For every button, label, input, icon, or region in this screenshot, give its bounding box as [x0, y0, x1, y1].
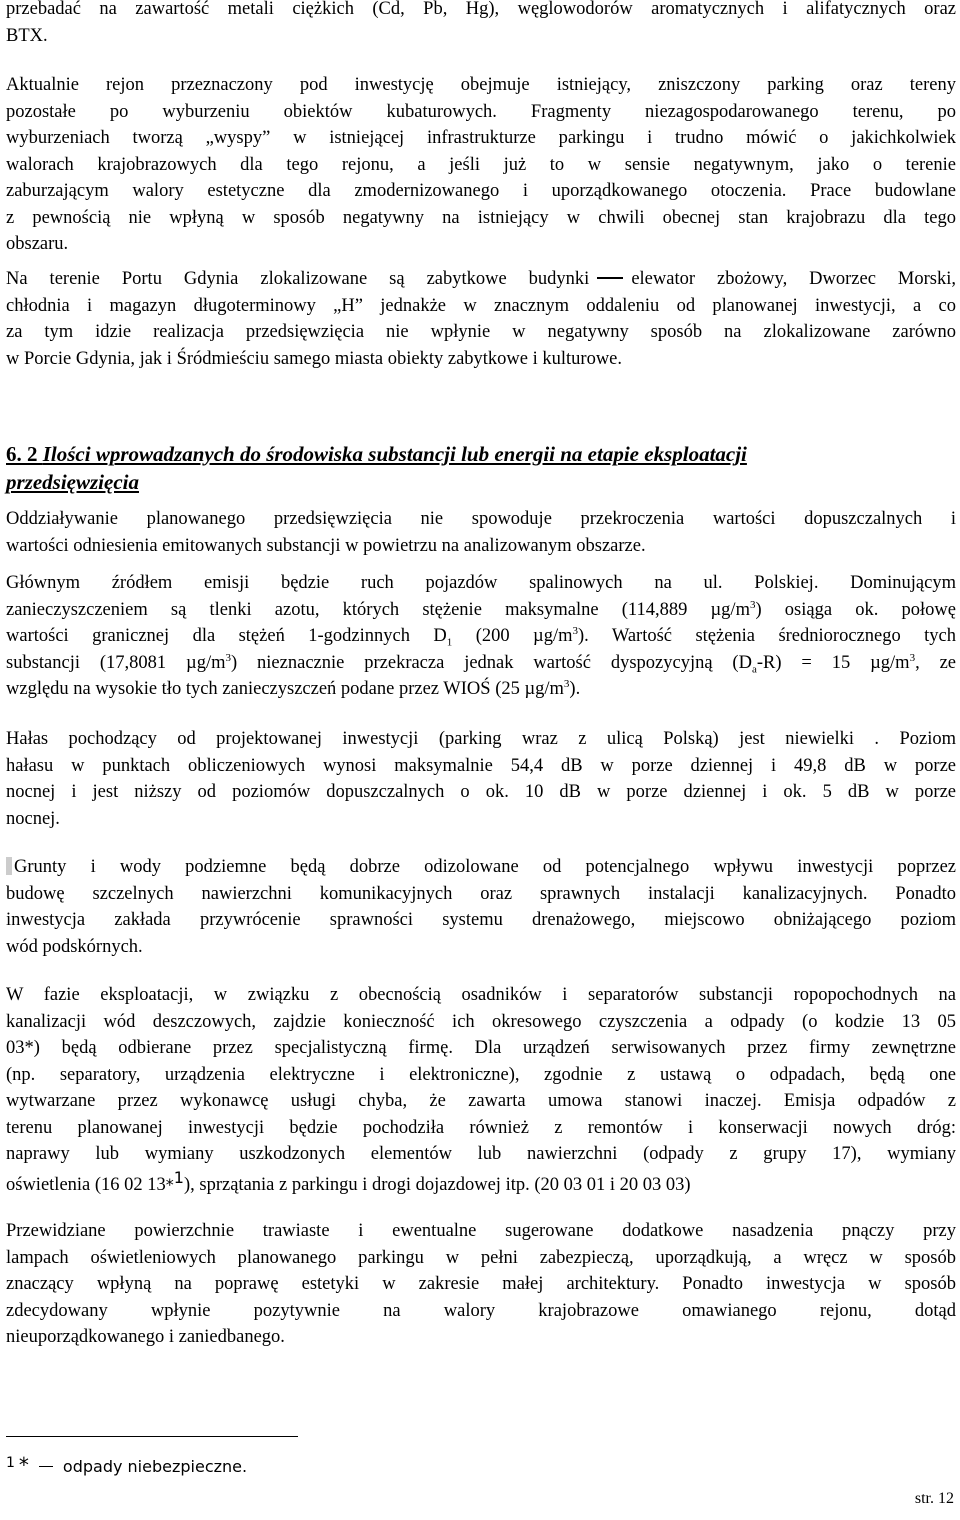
text-line: 03*) będą odbierane przez specjalistyczną firmę. Dla urządzeń serwisowanych przez firmy zewnętrzne [6, 1038, 956, 1058]
text-line: Oddziaływanie planowanego przedsięwzięcia nie spowoduje przekroczenia wartości dopuszczalnych i [6, 509, 956, 529]
text-line: kanalizacji wód deszczowych, zajdzie konieczność ich okresowego czyszczenia a odpady (o kodzie 13 05 [6, 1011, 956, 1032]
text-line: (np. separatory, urządzenia elektryczne i elektroniczne), zgodnie z ustawą o odpadach, będą one [6, 1064, 956, 1085]
footnote-dash [39, 1466, 53, 1467]
dash-separator [597, 277, 623, 279]
text-line: Na terenie Portu Gdynia zlokalizowane są zabytkowe budynki elewator zbożowy, Dworzec Morski, [6, 269, 956, 289]
footnote-divider [6, 1436, 298, 1437]
page-number: str. 12 [914, 1490, 954, 1507]
text-line: oświetlenia (16 02 13*$^1$), sprzątania z parkingu i drogi dojazdowej itp. (20 03 01 i 20 03 03) [6, 1167, 691, 1195]
paragraph-emissions [6, 570, 956, 703]
text-line: za tym idzie realizacja przedsięwzięcia nie wpłynie w negatywny sposób na zlokalizowane zarówno [6, 322, 956, 342]
section-heading [6, 440, 956, 496]
footnote-number: 1 [6, 1455, 15, 1471]
text-line: Głównym źródłem emisji będzie ruch pojazdów spalinowych na ul. Polskiej. Dominującym [6, 573, 956, 593]
footnote [6, 1450, 247, 1480]
text-line: terenu planowanej inwestycji będzie pochodziła również z remontów i konserwacji nowych dróg: [6, 1117, 956, 1138]
text-line: w Porcie Gdynia, jak i Śródmieściu samego miasta obiekty zabytkowe i kulturowe. [6, 348, 623, 369]
selection-marker [6, 857, 12, 875]
paragraph-landscape [6, 72, 956, 258]
paragraph-monuments [6, 266, 956, 372]
footnote-ref-star: * [165, 1174, 174, 1194]
paragraph-noise [6, 726, 956, 832]
text-line: wód podskórnych. [6, 936, 143, 957]
text-line: lampach oświetleniowych planowanego parkingu w pełni zabezpieczą, uporządkują, a wręcz w sposób [6, 1247, 956, 1268]
text-line: Hałas pochodzący od projektowanej inwestycji (parking wraz z ulicą Polską) jest niewielki . Poziom [6, 729, 956, 749]
text-line: z pewnością nie wpłyną w sposób negatywny na istniejący w chwili obecnej stan krajobrazu dla tego [6, 207, 956, 228]
section-number: 6. 2 [6, 442, 38, 466]
text-line: hałasu w punktach obliczeniowych wynosi maksymalnie 54,4 dB w porze dziennej i 49,8 dB w porze [6, 755, 956, 776]
text-line: wytwarzane przez wykonawcę usługi chyba, że zawarta umowa stanowi inaczej. Emisja odpadów z [6, 1091, 956, 1111]
footnote-ref-number: 1 [173, 1167, 184, 1187]
text-line: substancji (17,8081 $\mu g/m^3$) nieznacznie przekracza jednak wartość dyspozycyjną $(D_a-R) = 15$ $\mu g/m^3$, ze [6, 651, 956, 676]
text-line: Przewidziane powierzchnie trawiaste i ewentualne sugerowane dodatkowe nasadzenia pnączy przy [6, 1221, 956, 1241]
text-line: przebadać na zawartość metali ciężkich (Cd, Pb, Hg), węglowodorów aromatycznych i alifatycznych oraz [6, 0, 956, 19]
text-line: zanieczyszczeniem są tlenki azotu, których stężenie maksymalne (114,889 $\mu g/m^3$) osiąga ok. połowę [6, 598, 956, 620]
text-line: wartości granicznej dla stężeń 1-godzinnych $D_1$ (200 $\mu g/m^3$). Wartość stężenia średniorocznego tych [6, 624, 956, 649]
text-line: względu na wysokie tło tych zanieczyszczeń podane przez WIOŚ (25 $\mu g/m^3$). [6, 677, 581, 699]
text-line: budowę szczelnych nawierzchni komunikacyjnych oraz sprawnych instalacji kanalizacyjnych. Ponadto [6, 883, 956, 904]
text-line: obszaru. [6, 234, 69, 254]
text-line: naprawy lub wymiany uszkodzonych elementów lub nawierzchni (odpady z grupy 17), wymiany [6, 1144, 956, 1164]
paragraph-greenery [6, 1218, 956, 1351]
section-title-line2: przedsięwzięcia [6, 470, 139, 494]
text-line: Grunty i wody podziemne będą dobrze odizolowane od potencjalnego wpływu inwestycji poprzez [6, 854, 956, 881]
paragraph-metals [6, 0, 956, 49]
text-line: chłodnia i magazyn długoterminowy „H” jednakże w znacznym oddaleniu od planowanej inwestycji, a co [6, 295, 956, 316]
text-line: BTX. [6, 25, 48, 46]
text-line: pozostałe po wyburzeniu obiektów kubaturowych. Fragmenty niezagospodarowanego terenu, po [6, 101, 956, 122]
text-line: zaburzającym walory estetyczne dla zmodernizowanego i uporządkowanego otoczenia. Prace budowlane [6, 181, 956, 201]
paragraph-impact [6, 506, 956, 559]
paragraph-waste [6, 982, 956, 1198]
text-line: W fazie eksploatacji, w związku z obecnością osadników i separatorów substancji ropopochodnych na [6, 985, 956, 1005]
footnote-text: odpady niebezpieczne. [62, 1457, 248, 1476]
text-line: nocnej. [6, 808, 60, 829]
text-line: znaczący wpłyną na poprawę estetyki w zakresie małej architektury. Ponadto inwestycja w sposób [6, 1274, 956, 1294]
section-title-line1: Ilości wprowadzanych do środowiska substancji lub energii na etapie eksploatacji [42, 442, 747, 466]
text-line: wyburzeniach tworzą „wyspy” w istniejącej infrastrukturze parkingu i trudno mówić o jakichkolwiek [6, 128, 956, 148]
text-line: nieuporządkowanego i zaniedbanego. [6, 1327, 285, 1347]
text-line: nocnej i jest niższy od poziomów dopuszczalnych o ok. 10 dB w porze dziennej i ok. 5 dB w porze [6, 782, 956, 802]
footnote-star: * [18, 1453, 29, 1477]
text-line: walorach krajobrazowych dla tego rejonu, a jeśli już to w sensie negatywnym, jako o terenie [6, 154, 956, 175]
paragraph-groundwater [6, 854, 956, 960]
text-line: wartości odniesienia emitowanych substancji w powietrzu na analizowanym obszarze. [6, 535, 646, 556]
text-line: inwestycja zakłada przywrócenie sprawności systemu drenażowego, miejscowo obniżającego poziom [6, 910, 956, 930]
text-line: Aktualnie rejon przeznaczony pod inwestycję obejmuje istniejący, zniszczony parking oraz tereny [6, 75, 956, 95]
text-line: zdecydowany wpłynie pozytywnie na walory krajobrazowe omawianego rejonu, dotąd [6, 1300, 956, 1321]
